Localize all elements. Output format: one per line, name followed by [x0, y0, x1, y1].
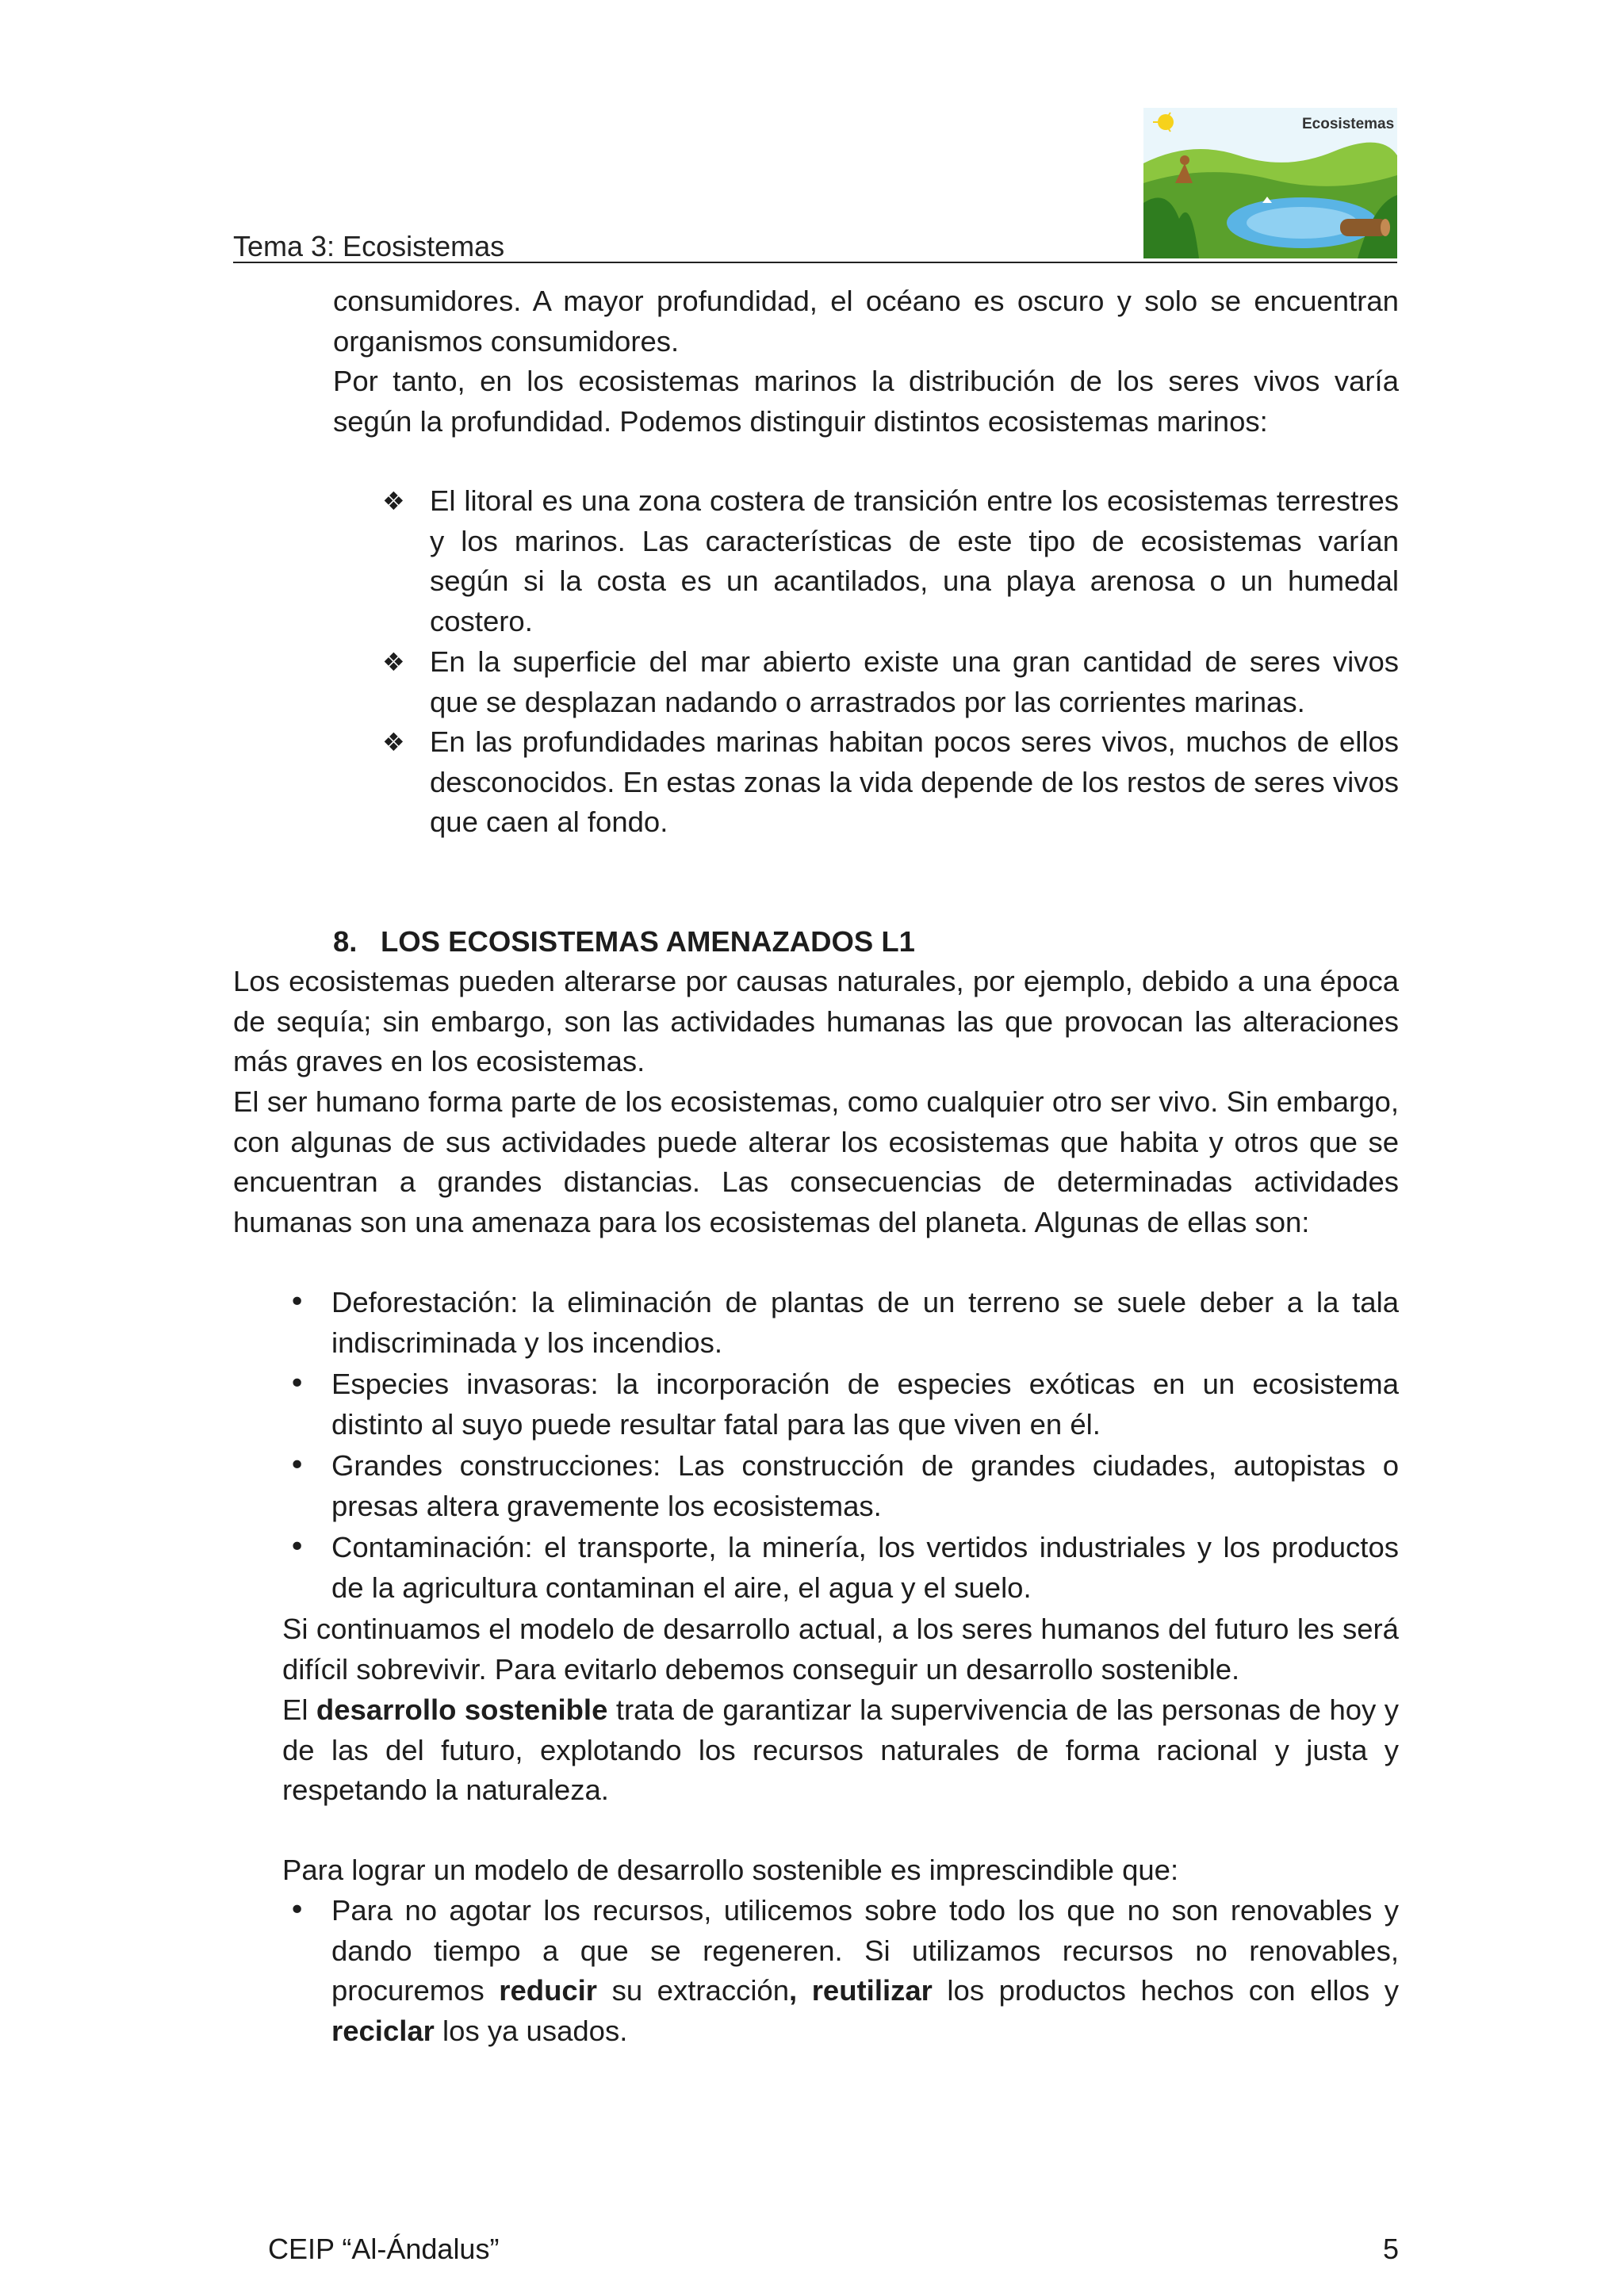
sust-text-part: su extracción [597, 1974, 790, 2007]
definition-body: trata de garantizar la supervivencia de las personas de hoy y de las del futuro, explotando los recursos naturales de forma racional y justa y respetando la naturaleza. [282, 1693, 1399, 1806]
sust-bold-reciclar: reciclar [331, 2014, 435, 2047]
definition-term: desarrollo sostenible [316, 1693, 608, 1726]
section-paragraph-1: Los ecosistemas pueden alterarse por causas naturales, por ejemplo, debido a una época de sequía; sin embargo, son las actividades humanas las que provocan las alteraciones más graves en los ecosistemas. [233, 965, 1399, 1077]
illustration-caption: Ecosistemas [1302, 116, 1395, 132]
section-heading [333, 922, 915, 962]
sust-bold-reutilizar: , reutilizar [789, 1974, 933, 2007]
bullet-dot-icon: • [289, 1449, 306, 1482]
threat-text: Grandes construcciones: Las construcción de grandes ciudades, autopistas o presas altera gravemente los ecosistemas. [331, 1449, 1399, 1522]
threat-text: Deforestación: la eliminación de plantas de un terreno se suele deber a la tala indiscriminada y los incendios. [331, 1286, 1399, 1359]
bullet-dot-icon: • [289, 1894, 306, 1927]
header-divider [233, 262, 1397, 263]
diamond-bullet-icon: ❖ [382, 486, 405, 516]
section-number: 8. [333, 925, 358, 958]
bullet-dot-icon: • [289, 1531, 306, 1563]
page-header-title: Tema 3: Ecosistemas [233, 230, 505, 262]
intro-paragraph-2: Por tanto, en los ecosistemas marinos la distribución de los seres vivos varía según la profundidad. Podemos distinguir distintos ecosistemas marinos: [333, 365, 1399, 438]
marine-list-text: El litoral es una zona costera de transición entre los ecosistemas terrestres y los marinos. Las características de este tipo de ecosistemas varían según si la costa es un acantilados, una playa arenosa o un humedal costero. [430, 484, 1399, 637]
diamond-bullet-icon: ❖ [382, 647, 405, 677]
sust-text-part: Para no agotar los recursos, utilicemos sobre todo los que no son renovables y dando tiempo a que se regeneren. Si utilizamos recursos no renovables, procuremos [331, 1894, 1399, 2007]
diamond-bullet-icon: ❖ [382, 727, 405, 757]
marine-list-text: En la superficie del mar abierto existe una gran cantidad de seres vivos que se desplazan nadando o arrastrados por las corrientes marinas. [430, 645, 1399, 718]
ecosystem-illustration [1143, 108, 1397, 258]
sust-text-part: los ya usados. [434, 2014, 628, 2047]
footer-page-number: 5 [1383, 2233, 1400, 2265]
threat-text: Contaminación: el transporte, la minería, los vertidos industriales y los productos de la agricultura contaminan el aire, el agua y el suelo. [331, 1531, 1399, 1604]
sust-bold-reducir: reducir [499, 1974, 598, 2007]
section-paragraph-5: Para lograr un modelo de desarrollo sostenible es imprescindible que: [282, 1854, 1179, 1886]
marine-list-text: En las profundidades marinas habitan pocos seres vivos, muchos de ellos desconocidos. En estas zonas la vida depende de los restos de seres vivos que caen al fondo. [430, 725, 1399, 838]
section-paragraph-3: Si continuamos el modelo de desarrollo actual, a los seres humanos del futuro les será difícil sobrevivir. Para evitarlo debemos conseguir un desarrollo sostenible. [282, 1613, 1399, 1686]
section-paragraph-2: El ser humano forma parte de los ecosistemas, como cualquier otro ser vivo. Sin embargo, con algunas de sus actividades puede alterar los ecosistemas que habita y otros que se encuentran a grandes distancias. Las consecuencias de determinadas actividades humanas son una amenaza para los ecosistemas del planeta. Algunas de ellas son: [233, 1085, 1399, 1238]
sust-text-part: los productos hechos con ellos y [932, 1974, 1399, 2007]
bullet-dot-icon: • [289, 1286, 306, 1318]
sustainable-development-definition [282, 1690, 1399, 1811]
intro-paragraph-1: consumidores. A mayor profundidad, el océano es oscuro y solo se encuentran organismos consumidores. [333, 285, 1399, 358]
threat-text: Especies invasoras: la incorporación de especies exóticas en un ecosistema distinto al suyo puede resultar fatal para las que viven en él. [331, 1368, 1399, 1441]
footer-school-name: CEIP “Al-Ándalus” [268, 2233, 500, 2265]
definition-prefix: El [282, 1693, 316, 1726]
sustainability-text [331, 1891, 1399, 2051]
bullet-dot-icon: • [289, 1368, 306, 1400]
section-title: LOS ECOSISTEMAS AMENAZADOS L1 [381, 925, 915, 958]
